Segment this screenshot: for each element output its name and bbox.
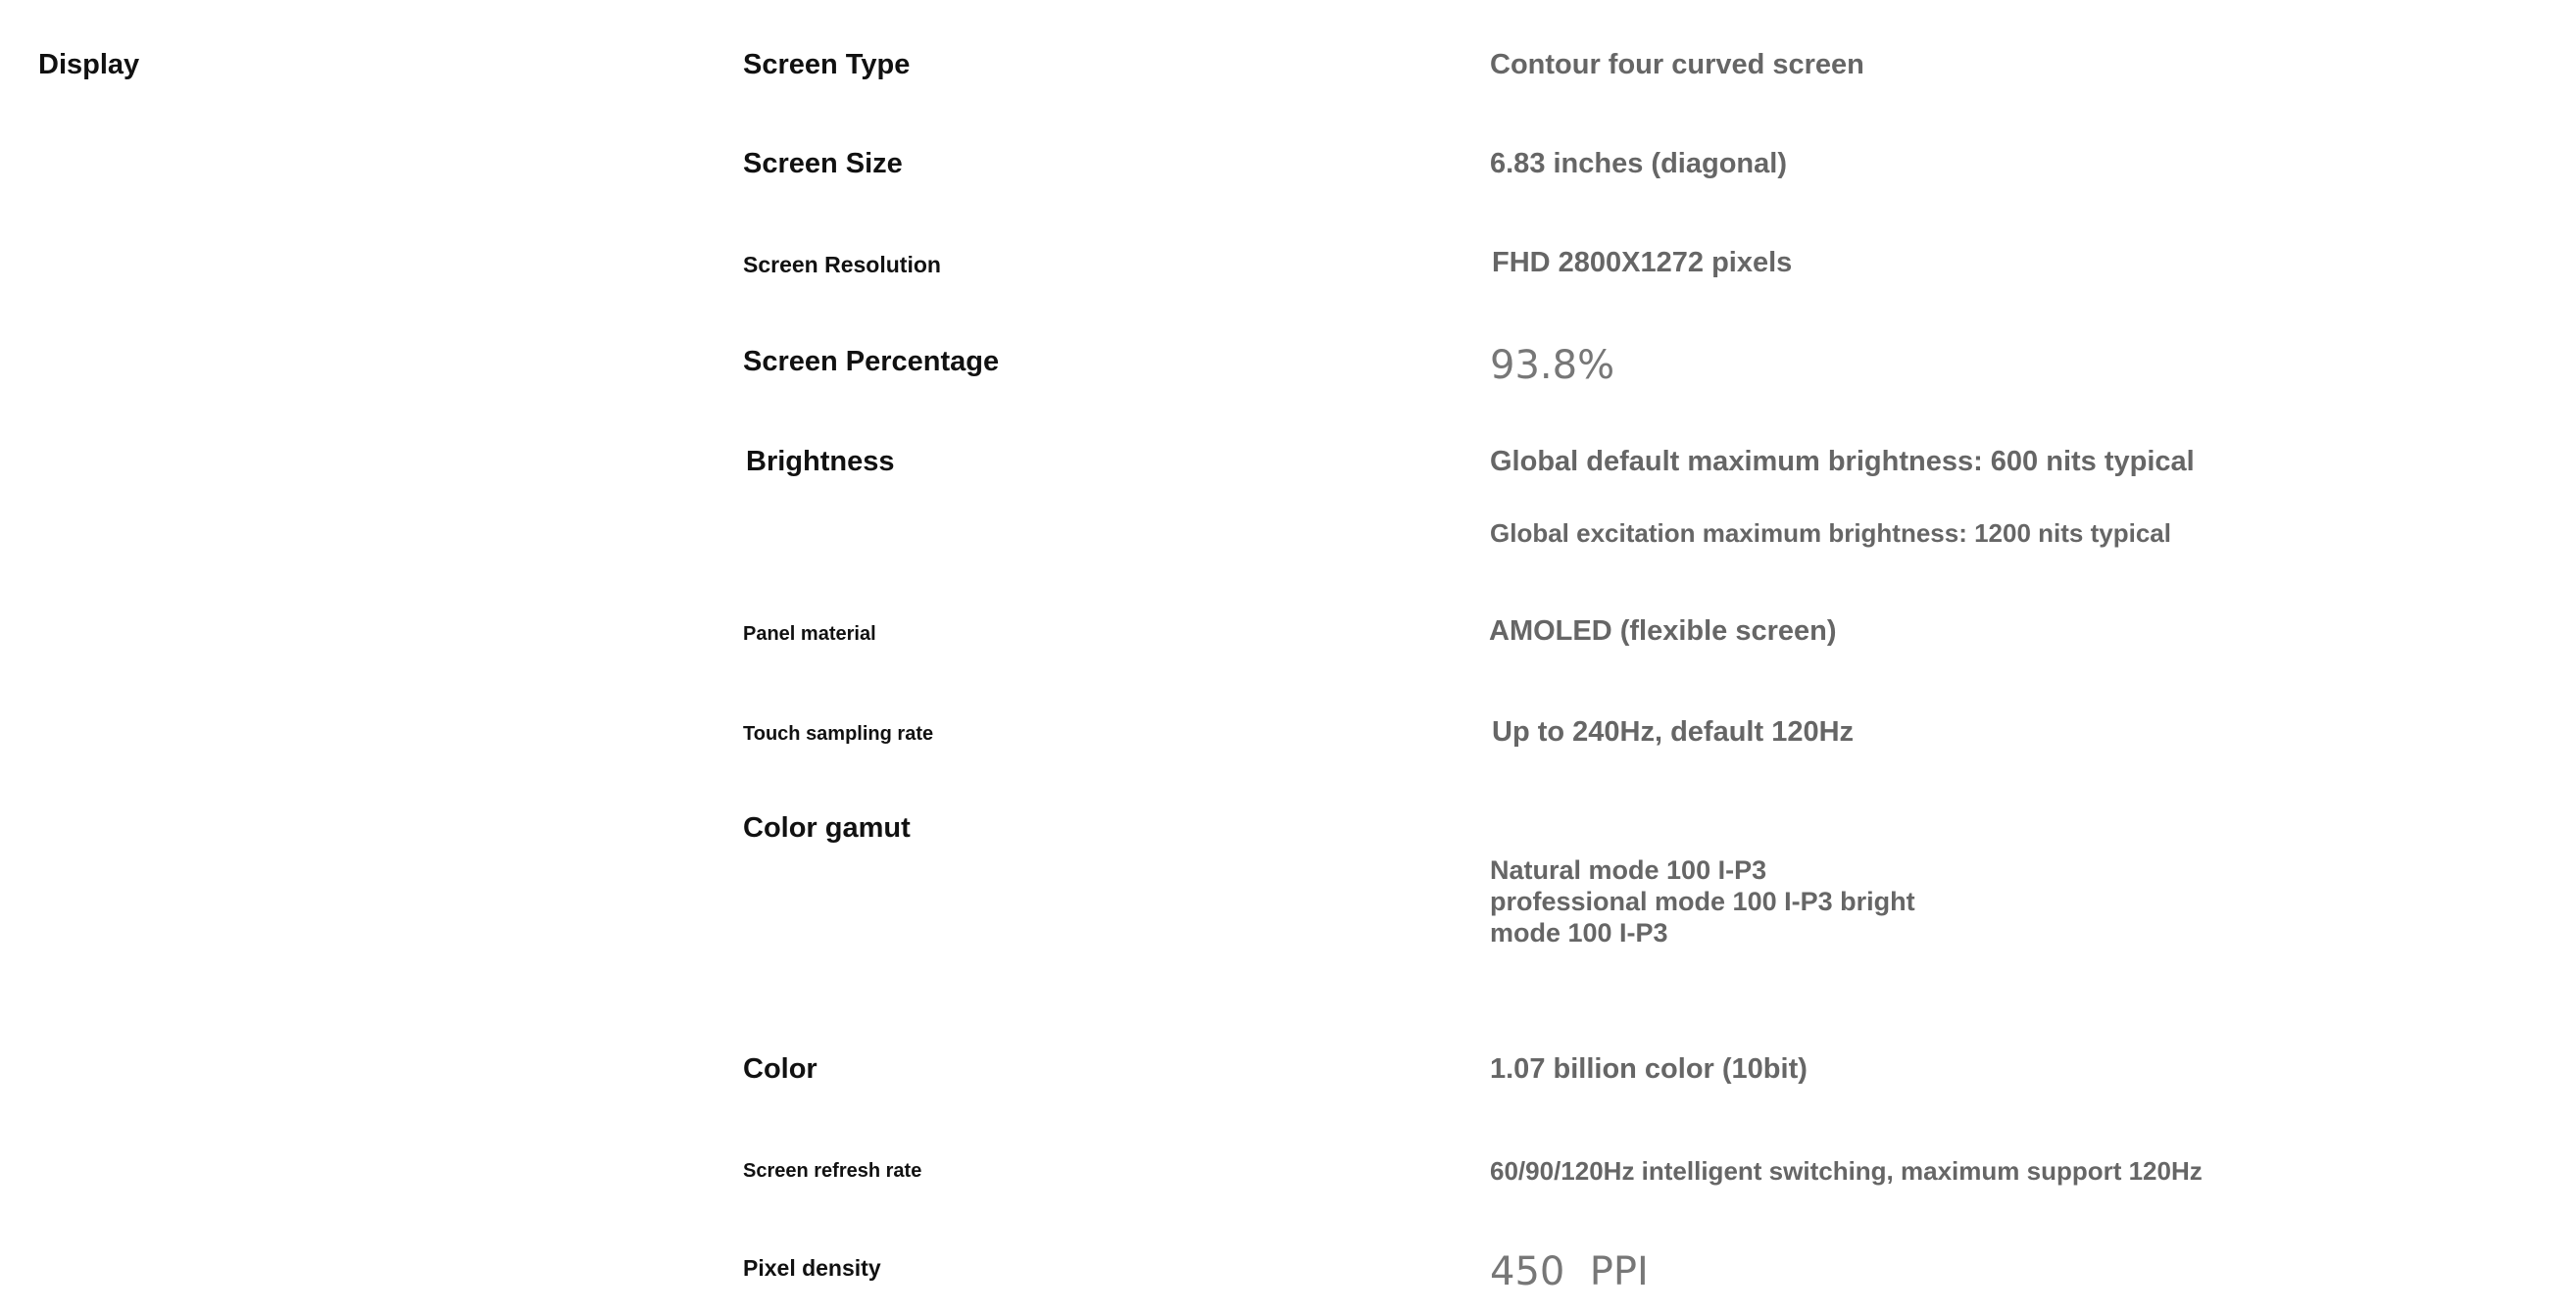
color-gamut-line-2: professional mode 100 I-P3 bright bbox=[1490, 887, 1915, 916]
value-pixel-density: 450 PPI bbox=[1490, 1249, 1649, 1294]
label-brightness: Brightness bbox=[746, 446, 895, 477]
value-touch-sampling-rate: Up to 240Hz, default 120Hz bbox=[1492, 716, 1855, 748]
value-color-gamut bbox=[1490, 854, 1915, 948]
label-screen-resolution: Screen Resolution bbox=[743, 252, 941, 277]
section-title: Display bbox=[38, 49, 140, 80]
label-pixel-density: Pixel density bbox=[743, 1255, 881, 1281]
value-panel-material: AMOLED (flexible screen) bbox=[1489, 615, 1837, 647]
value-screen-size: 6.83 inches (diagonal) bbox=[1490, 148, 1787, 179]
value-color: 1.07 billion color (10bit) bbox=[1490, 1053, 1808, 1085]
value-screen-percentage: 93.8% bbox=[1490, 343, 1615, 388]
label-screen-percentage: Screen Percentage bbox=[743, 346, 1000, 377]
label-panel-material: Panel material bbox=[743, 623, 876, 645]
value-brightness-default: Global default maximum brightness: 600 nits typical bbox=[1490, 446, 2195, 477]
color-gamut-line-1: Natural mode 100 I-P3 bbox=[1490, 855, 1767, 885]
label-touch-sampling-rate: Touch sampling rate bbox=[743, 723, 934, 745]
label-screen-size: Screen Size bbox=[743, 148, 903, 179]
label-color: Color bbox=[743, 1053, 817, 1085]
value-screen-refresh-rate: 60/90/120Hz intelligent switching, maximum support 120Hz bbox=[1490, 1156, 2203, 1186]
label-screen-type: Screen Type bbox=[743, 49, 911, 80]
label-screen-refresh-rate: Screen refresh rate bbox=[743, 1160, 922, 1182]
value-screen-type: Contour four curved screen bbox=[1490, 49, 1864, 80]
value-brightness-excitation: Global excitation maximum brightness: 1200 nits typical bbox=[1490, 518, 2171, 548]
value-screen-resolution: FHD 2800X1272 pixels bbox=[1492, 247, 1793, 278]
label-color-gamut: Color gamut bbox=[743, 812, 911, 844]
color-gamut-line-3: mode 100 I-P3 bbox=[1490, 918, 1668, 948]
